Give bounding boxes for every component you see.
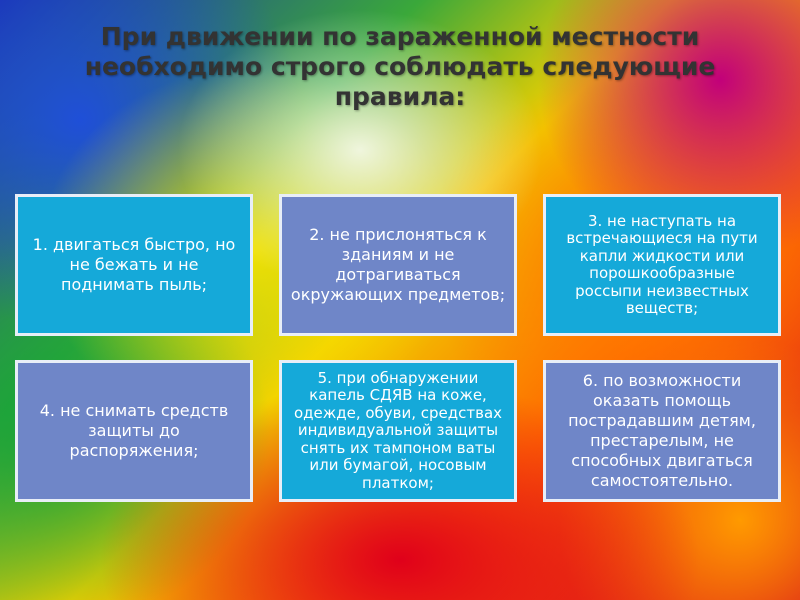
rule-text-3: 3. не наступать на встречающиеся на пути капли жидкости или порошкообразные россыпи неизвестных веществ; [566, 211, 758, 317]
rule-text-2: 2. не прислоняться к зданиям и не дотрагиваться окружающих предметов; [290, 225, 506, 304]
rule-text-1: 1. двигаться быстро, но не бежать и не поднимать пыль; [32, 235, 236, 294]
rule-card-6 [543, 360, 781, 502]
rule-card-3 [543, 194, 781, 336]
rule-card-5 [279, 360, 517, 502]
rule-card-1 [15, 194, 253, 336]
rule-text-4: 4. не снимать средств защиты до распоряжения; [39, 401, 229, 460]
rule-card-2 [279, 194, 517, 336]
rule-text-5: 5. при обнаружении капель СДЯВ на коже, одежде, обуви, средствах индивидуальной защиты снять их тампоном ваты или бумагой, носовым платком; [293, 368, 503, 492]
rule-card-4 [15, 360, 253, 502]
slide-title: При движении по зараженной местности необходимо строго соблюдать следующие правила: [84, 22, 716, 111]
rule-text-6: 6. по возможности оказать помощь пострадавшим детям, престарелым, не способных двигаться самостоятельно. [568, 371, 756, 490]
